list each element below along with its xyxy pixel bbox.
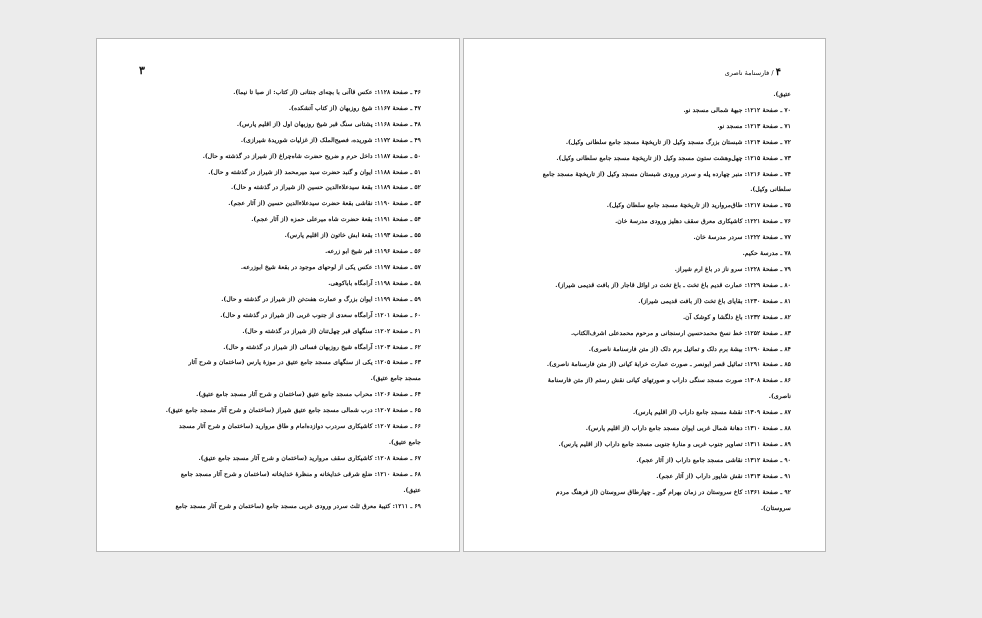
list-item: ۶۳ ـ صفحهٔ ۱۲۰۵: یکی از سنگهای مسجد جامع عتیق در موزهٔ پارس (ساختمان و شرح آثار — [188, 359, 421, 367]
list-item: ۸۲ ـ صفحهٔ ۱۲۳۲: باغ دلگشا و کوشک آن. — [682, 313, 791, 321]
list-item: سروستان). — [760, 504, 791, 512]
list-item: ۶۵ ـ صفحهٔ ۱۲۰۷: درب شمالی مسجد جامع عتیق شیراز (ساختمان و شرح آثار مسجد جامع عتیق). — [165, 407, 421, 415]
list-item: ۸۷ ـ صفحهٔ ۱۳۰۹: نقشهٔ مسجد جامع داراب (از اقلیم پارس). — [633, 409, 791, 417]
list-item: ۷۰ ـ صفحهٔ ۱۲۱۲: جبههٔ شمالی مسجد نو. — [683, 106, 791, 114]
list-item: عتیق). — [403, 486, 421, 494]
list-item: سلطانی وکیل). — [750, 186, 791, 194]
list-item: ۴۶ ـ صفحهٔ ۱۱۲۸: عکس قاآنی با بچه‌ای جنتانی (از کتاب: از صبا تا نیما). — [233, 89, 421, 96]
list-item: ۷۵ ـ صفحهٔ ۱۲۱۷: طاق‌مروارید (از تاریخچهٔ مسجد جامع سلطان وکیل). — [606, 202, 791, 210]
list-item: ۷۱ ـ صفحهٔ ۱۲۱۳: مسجد نو. — [717, 122, 791, 130]
list-item: ۴۸ ـ صفحهٔ ۱۱۶۸: پشتانی سنگ قبر شیخ روزبهان اول (از اقلیم پارس). — [236, 120, 421, 128]
header-separator: / — [771, 69, 774, 77]
page-number: ۴ — [775, 67, 781, 78]
list-item: ۷۶ ـ صفحهٔ ۱۲۲۱: کاشیکاری معرق سقف دهلیز ورودی مدرسهٔ خان. — [615, 218, 791, 226]
list-item: ۶۷ ـ صفحهٔ ۱۲۰۸: کاشیکاری سقف مروارید (ساختمان و شرح آثار مسجد جامع عتیق). — [198, 454, 421, 462]
list-item: ۵۷ ـ صفحهٔ ۱۱۹۷: عکس یکی از لوحهای موجود در بقعهٔ شیخ ابوزرعه. — [240, 263, 421, 271]
list-item: ۸۶ ـ صفحهٔ ۱۳۰۸: صورت مسجد سنگی داراب و صورتهای کیانی نقش رستم (از متن فارسنامهٔ — [547, 377, 791, 385]
list-item: ۶۹ ـ ۱۲۱۱: کتیبهٔ معرق ثلث سردر ورودی غربی مسجد جامع (ساختمان و شرح آثار مسجد جامع — [175, 502, 421, 510]
list-item: ۹۰ ـ صفحهٔ ۱۳۱۲: نقاشی مسجد جامع داراب (از آثار عجم). — [636, 456, 791, 464]
list-item: ۸۹ ـ صفحهٔ ۱۳۱۱: تصاویر جنوب غربی و منارهٔ جنوبی مسجد جامع داراب (از اقلیم پارس). — [558, 440, 791, 448]
list-item: ۶۱ ـ صفحهٔ ۱۲۰۲: سنگهای قبر چهل‌تنان (از شیراز در گذشته و حال). — [242, 327, 421, 335]
entry-list — [121, 85, 421, 514]
list-item: ۸۰ ـ صفحهٔ ۱۲۲۹: عمارت قدیم باغ تخت ـ باغ تخت در اوائل قاجار (از بافت قدیمی شیراز). — [555, 281, 791, 289]
list-item: ۶۴ ـ صفحهٔ ۱۲۰۶: محراب مسجد جامع عتیق (ساختمان و شرح آثار مسجد جامع عتیق). — [196, 391, 421, 399]
list-item: ۶۸ ـ صفحهٔ ۱۲۱۰: ضلع شرقی خدایخانه و منظرهٔ خدایخانه (ساختمان و شرح آثار مسجد جامع — [180, 470, 421, 478]
right-page — [463, 38, 826, 552]
list-item: ۵۴ ـ صفحهٔ ۱۱۹۱: بقعهٔ حضرت شاه میرعلی حمزه (از آثار عجم). — [251, 216, 421, 224]
entry-list — [491, 87, 791, 516]
list-item: ۶۲ ـ صفحهٔ ۱۲۰۳: آرامگاه شیخ روزبهان فسائی (از شیراز در گذشته و حال). — [223, 343, 421, 351]
list-item: ۷۲ ـ صفحهٔ ۱۲۱۴: شبستان بزرگ مسجد وکیل (از تاریخچهٔ مسجد جامع سلطانی وکیل). — [565, 138, 791, 146]
list-item: ۴۹ ـ صفحهٔ ۱۱۷۲: شوریده، فصیح‌الملک (از غزلیات شوریدهٔ شیرازی). — [240, 136, 421, 144]
list-item: ۶۶ ـ صفحهٔ ۱۲۰۷: کاشیکاری سردرب دوازده‌امام و طاق مروارید (ساختمان و شرح آثار مسجد — [179, 423, 421, 431]
list-item: ۵۶ ـ صفحهٔ ۱۱۹۶: قبر شیخ ابو زرعه. — [325, 248, 421, 256]
list-item: ۴۷ ـ صفحهٔ ۱۱۶۷: شیخ روزبهان (از کتاب آتشکده). — [288, 104, 421, 112]
list-item: ۷۴ ـ صفحهٔ ۱۲۱۶: منبر چهارده پله و سردر ورودی شبستان مسجد وکیل (از تاریخچهٔ مسجد جامع — [542, 170, 791, 178]
list-item: ۷۳ ـ صفحهٔ ۱۲۱۵: چهل‌وهشت ستون مسجد وکیل (از تاریخچهٔ مسجد جامع سلطانی وکیل). — [556, 154, 791, 162]
list-item: مسجد جامع عتیق). — [370, 375, 421, 383]
list-item: ۵۵ ـ صفحهٔ ۱۱۹۳: بقعهٔ ابش خاتون (از اقلیم پارس). — [284, 232, 421, 240]
list-item: ۵۲ ـ صفحهٔ ۱۱۸۹: بقعهٔ سیدعلاءالدین حسین (از شیراز در گذشته و حال). — [231, 184, 421, 192]
list-item: ۷۷ ـ صفحهٔ ۱۲۲۲: سردر مدرسهٔ خان. — [693, 234, 791, 242]
list-item: ۸۳ ـ صفحهٔ ۱۲۵۲: خط نسخ محمدحسین ارسنجانی و مرحوم محمدعلی اشرف‌الکتاب. — [570, 329, 791, 337]
list-item: ۹۱ ـ صفحهٔ ۱۳۱۳: نقش شاپور داراب (از آثار عجم). — [656, 472, 791, 480]
list-item: ۶۰ ـ صفحهٔ ۱۲۰۱: آرامگاه سعدی از جنوب غربی (از شیراز در گذشته و حال). — [220, 311, 421, 319]
list-item: ۵۸ ـ صفحهٔ ۱۱۹۸: آرامگاه باباکوهی. — [328, 279, 421, 287]
list-item: جامع عتیق). — [388, 438, 421, 446]
list-item: ۵۰ ـ صفحهٔ ۱۱۸۷: داخل حرم و ضریح حضرت شاه‌چراغ (از شیراز در گذشته و حال). — [202, 152, 421, 160]
list-item: ناصری). — [768, 393, 791, 401]
list-item: ۷۸ ـ مدرسهٔ حکیم. — [742, 250, 791, 258]
list-item: ۵۱ ـ صفحهٔ ۱۱۸۸: ایوان و گنبد حضرت سید میرمحمد (از شیراز در گذشته و حال). — [208, 168, 421, 176]
header-title: فارسنامهٔ ناصری — [724, 69, 770, 77]
list-item: ۸۴ ـ صفحهٔ ۱۲۹۰: بیشهٔ برم دلک و تماثیل برم دلک (از متن فارسنامهٔ ناصری). — [588, 345, 791, 353]
list-item: ۸۸ ـ صفحهٔ ۱۳۱۰: دهانهٔ شمال غربی ایوان مسجد جامع داراب (از اقلیم پارس). — [585, 425, 791, 433]
list-item: ۵۳ ـ صفحهٔ ۱۱۹۰: نقاشی بقعهٔ حضرت سیدعلاءالدین حسین (از آثار عجم). — [228, 200, 421, 208]
list-item: ۷۹ ـ صفحهٔ ۱۲۲۸: سرو ناز در باغ ارم شیراز. — [674, 265, 791, 273]
list-item: ۵۹ ـ صفحهٔ ۱۱۹۹: ایوان بزرگ و عمارت هفت‌تن (از شیراز در گذشته و حال). — [221, 295, 421, 303]
list-item: ۹۲ ـ صفحهٔ ۱۳۶۱: کاخ سروستان در زمان بهرام گور ـ چهارطاق سروستان (از فرهنگ مردم — [555, 488, 791, 496]
list-item: عتیق). — [773, 91, 791, 98]
list-item: ۸۵ ـ صفحهٔ ۱۲۹۱: تماثیل قصر ابونصر ـ صورت عمارت خرابهٔ کیانی (از متن فارسنامهٔ ناصری). — [546, 361, 791, 369]
list-item: ۸۱ ـ صفحهٔ ۱۲۳۰: بقایای باغ تخت (از بافت قدیمی شیراز). — [638, 297, 791, 305]
left-page — [96, 38, 460, 552]
running-header — [725, 67, 781, 79]
page-number: ۳ — [139, 64, 145, 77]
